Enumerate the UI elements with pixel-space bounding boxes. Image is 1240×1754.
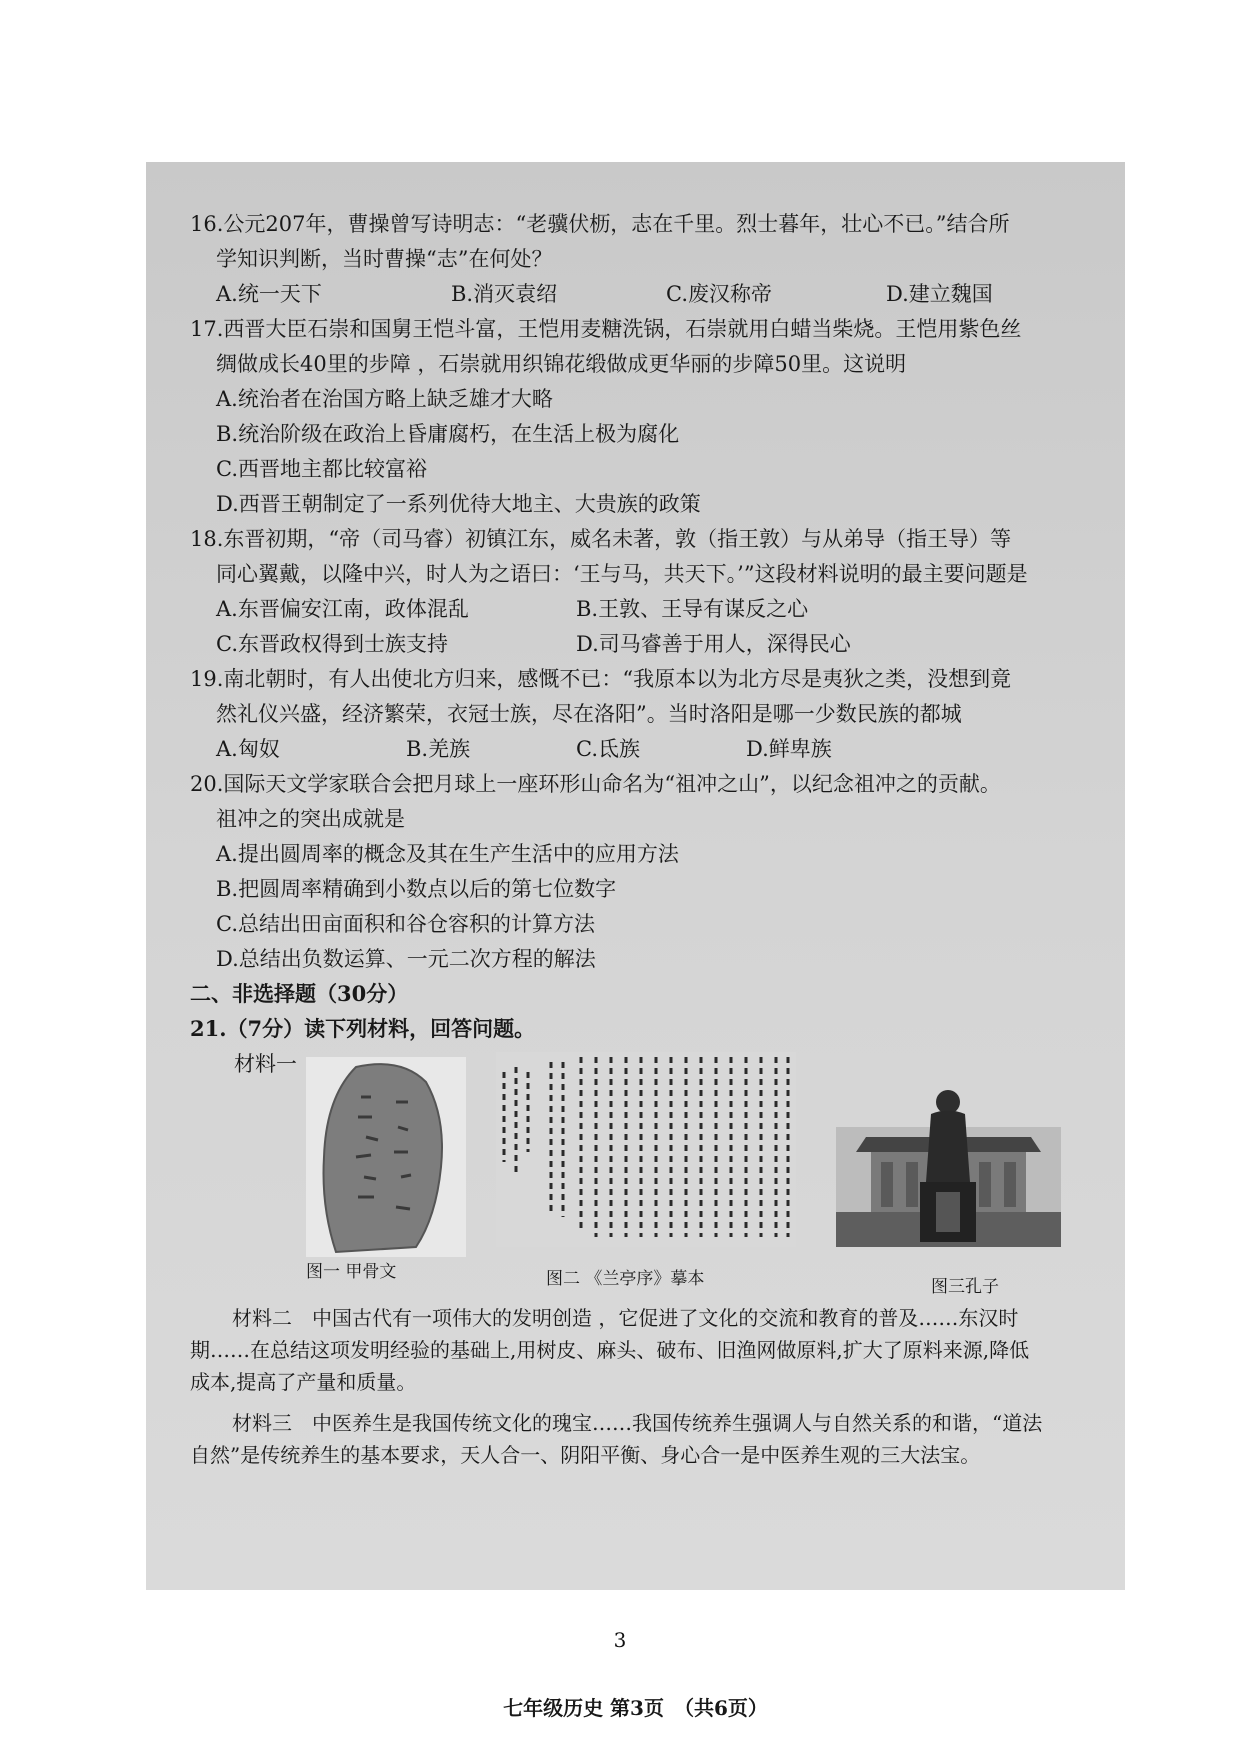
- question-16-stem: 16.公元207年，曹操曾写诗明志：“老骥伏枥，志在千里。烈士暮年，壮心不已。”结合所: [190, 212, 1010, 236]
- q20-option-d: D.总结出负数运算、一元二次方程的解法: [216, 947, 596, 971]
- question-19-stem-cont: 然礼仪兴盛，经济繁荣，衣冠士族，尽在洛阳”。当时洛阳是哪一少数民族的都城: [216, 702, 962, 726]
- q19-option-c: C.氐族: [576, 737, 640, 761]
- question-16-stem-cont: 学知识判断，当时曹操“志”在何处？: [216, 247, 553, 271]
- material-2-text: 材料二 中国古代有一项伟大的发明创造 ，它促进了文化的交流和教育的普及……东汉时期……在总结这项发明经验的基础上,用树皮、麻头、破布、旧渔网做原料,扩大了原料来源,降低成本,提高了产量和质量。: [190, 1306, 1030, 1394]
- scanned-exam-page: [146, 162, 1125, 1720]
- section-heading: 二、非选择题（30分）: [190, 981, 409, 1006]
- q19-option-b: B.羌族: [406, 737, 471, 761]
- q19-option-a: A.匈奴: [216, 737, 280, 761]
- material-1-label: 材料一: [234, 1052, 297, 1076]
- q20-option-a: A.提出圆周率的概念及其在生产生活中的应用方法: [216, 842, 679, 866]
- question-18-stem: 18.东晋初期，“帝（司马睿）初镇江东，威名未著，敦（指王敦）与从弟导（指王导）等: [190, 527, 1012, 551]
- q19-option-d: D.鲜卑族: [746, 737, 832, 761]
- q18-option-b: B.王敦、王导有谋反之心: [576, 597, 809, 621]
- q17-option-a: A.统治者在治国方略上缺乏雄才大略: [216, 387, 553, 411]
- q16-option-c: C.废汉称帝: [666, 282, 772, 306]
- lanting-preface-image: [496, 1052, 796, 1247]
- confucius-statue-image: [836, 1067, 1061, 1247]
- question-17-stem-cont: 绸做成长40里的步障 ，石崇就用织锦花缎做成更华丽的步障50里。这说明: [216, 352, 907, 376]
- q18-option-c: C.东晋政权得到士族支持: [216, 632, 448, 656]
- question-19-stem: 19.南北朝时，有人出使北方归来，感慨不已：“我原本以为北方尽是夷狄之类，没想到竟: [190, 667, 1012, 691]
- q18-option-a: A.东晋偏安江南，政体混乱: [216, 597, 469, 621]
- figure-1-caption: 图一 甲骨文: [306, 1262, 397, 1282]
- question-17-stem: 17.西晋大臣石崇和国舅王恺斗富，王恺用麦糖洗锅，石崇就用白蜡当柴烧。王恺用紫色丝: [190, 317, 1022, 341]
- question-21-title: 21.（7分）读下列材料，回答问题。: [190, 1016, 536, 1041]
- figure-3-caption: 图三孔子: [931, 1277, 999, 1297]
- question-18-stem-cont: 同心翼戴，以隆中兴，时人为之语曰：‘王与马，共天下。’”这段材料说明的最主要问题是: [216, 562, 1028, 586]
- q17-option-b: B.统治阶级在政治上昏庸腐朽，在生活上极为腐化: [216, 422, 680, 446]
- q20-option-b: B.把圆周率精确到小数点以后的第七位数字: [216, 877, 617, 901]
- q20-option-c: C.总结出田亩面积和谷仓容积的计算方法: [216, 912, 595, 936]
- page-footer: 七年级历史 第3页 （共6页）: [503, 1696, 768, 1720]
- q16-option-d: D.建立魏国: [886, 282, 993, 306]
- q16-option-b: B.消灭袁绍: [451, 282, 558, 306]
- q16-option-a: A.统一天下: [216, 282, 322, 306]
- q18-option-d: D.司马睿善于用人，深得民心: [576, 632, 851, 656]
- q17-option-d: D.西晋王朝制定了一系列优待大地主、大贵族的政策: [216, 492, 701, 516]
- page-number: 3: [613, 1628, 627, 1652]
- oracle-bone-image: [306, 1057, 466, 1257]
- material-3-text: 材料三 中医养生是我国传统文化的瑰宝……我国传统养生强调人与自然关系的和谐，“道法自然”是传统养生的基本要求，天人合一、阴阳平衡、身心合一是中医养生观的三大法宝。: [190, 1411, 1043, 1467]
- q17-option-c: C.西晋地主都比较富裕: [216, 457, 427, 481]
- question-20-stem: 20.国际天文学家联合会把月球上一座环形山命名为“祖冲之山”，以纪念祖冲之的贡献。: [190, 772, 1001, 796]
- question-20-stem-cont: 祖冲之的突出成就是: [216, 807, 405, 831]
- figure-2-caption: 图二 《兰亭序》摹本: [546, 1269, 705, 1289]
